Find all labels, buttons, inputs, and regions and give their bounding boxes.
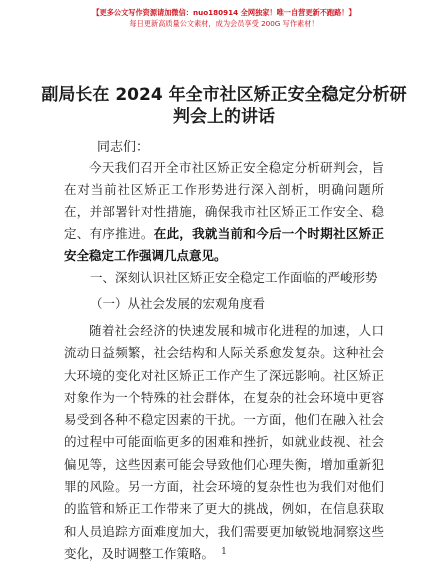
- paragraph-intro-emphasis: 在此，我就当前和今后一个时期社区矫正安全稳定工作强调几点意见。: [64, 226, 384, 263]
- greeting: 同志们：: [97, 140, 150, 155]
- page-number: 1: [221, 547, 227, 557]
- promo-banner: [0, 7, 448, 29]
- paragraph-intro-text: 今天我们召开全市社区矫正安全稳定分析研判会，旨在对当前社区矫正工作形势进行深入剖析，明确问题所在，并部署针对性措施，确保我市社区矫正工作安全、稳定、有序推进。: [64, 160, 384, 241]
- paragraph-intro: [64, 157, 384, 267]
- promo-banner-line-2: 每日更新高质量公文素材，成为会员享受 200G 写作素材！: [129, 19, 319, 28]
- section-heading-1: 一、深刻认识社区矫正安全稳定工作面临的严峻形势: [90, 270, 378, 285]
- subsection-heading-1: （一）从社会发展的宏观角度看: [90, 296, 266, 311]
- document-title: 副局长在 2024 年全市社区矫正安全稳定分析研判会上的讲话: [41, 85, 407, 127]
- promo-banner-line-1: 【更多公文写作资源请加微信：nuo180914 全网独家！唯一自营更新不跑路！】: [92, 8, 356, 17]
- paragraph-body: 随着社会经济的快速发展和城市化进程的加速，人口流动日益频繁，社会结构和人际关系愈发复杂。这种社会大环境的变化对社区矫正工作产生了深远影响。社区矫正对象作为一个特殊的社会群体，在复杂的社会环境中更容易受到各种不稳定因素的干扰。一方面，他们在融入社会的过程中可能面临更多的困难和挫折，如就业歧视、社会偏见等，这些因素可能会导致他们心理失衡，增加重新犯罪的风险。另一方面，社会环境的复杂性也为我们对他们的监管和矫正工作带来了更大的挑战，例如，在信息获取和人员追踪方面难度加大，我们需要更加敏锐地洞察这些变化，及时调整工作策略。: [64, 323, 384, 561]
